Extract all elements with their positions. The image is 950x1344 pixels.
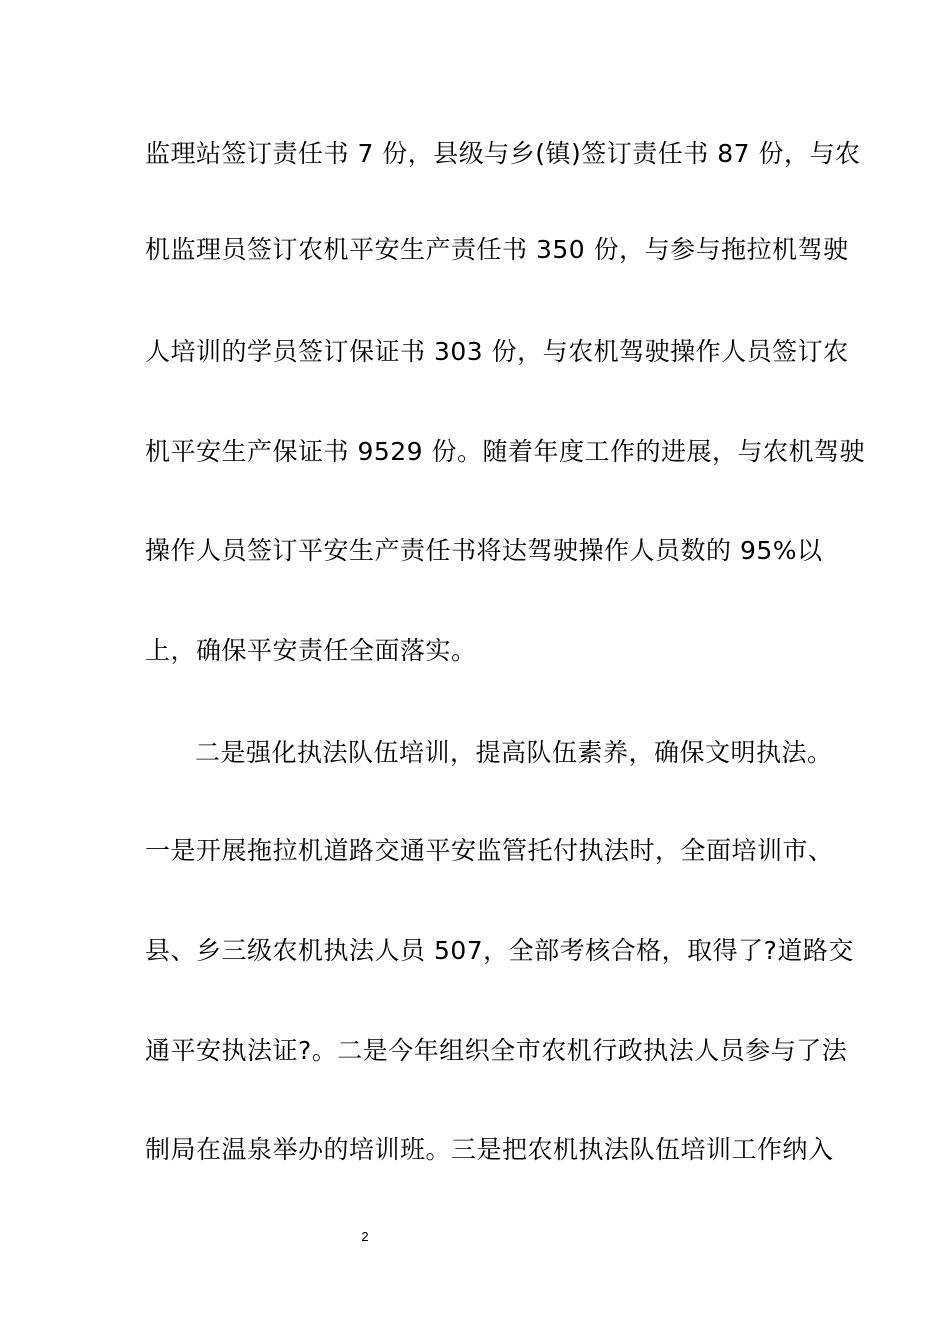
- body-text-line: 通平安执法证?。二是今年组织全市农机行政执法人员参与了法: [145, 1036, 848, 1065]
- body-text-line: 制局在温泉举办的培训班。三是把农机执法队伍培训工作纳入: [145, 1135, 834, 1164]
- body-text-line: 县、乡三级农机执法人员 507，全部考核合格，取得了?道路交: [145, 936, 854, 965]
- body-text-line: 一是开展拖拉机道路交通平安监管托付执法时，全面培训市、: [145, 836, 834, 865]
- body-text-line: 机监理员签订农机平安生产责任书 350 份，与参与拖拉机驾驶: [145, 235, 849, 264]
- body-text-line: 上，确保平安责任全面落实。: [145, 636, 477, 665]
- page-number: 2: [361, 1229, 369, 1244]
- body-text-line: 操作人员签订平安生产责任书将达驾驶操作人员数的 95%以: [145, 536, 823, 565]
- body-text-line: 机平安生产保证书 9529 份。随着年度工作的进展，与农机驾驶: [145, 437, 866, 466]
- section-heading-line: 二是强化执法队伍培训，提高队伍素养，确保文明执法。: [195, 738, 833, 767]
- body-text-line: 监理站签订责任书 7 份，县级与乡(镇)签订责任书 87 份，与农: [145, 139, 861, 168]
- body-text-line: 人培训的学员签订保证书 303 份，与农机驾驶操作人员签订农: [145, 337, 849, 366]
